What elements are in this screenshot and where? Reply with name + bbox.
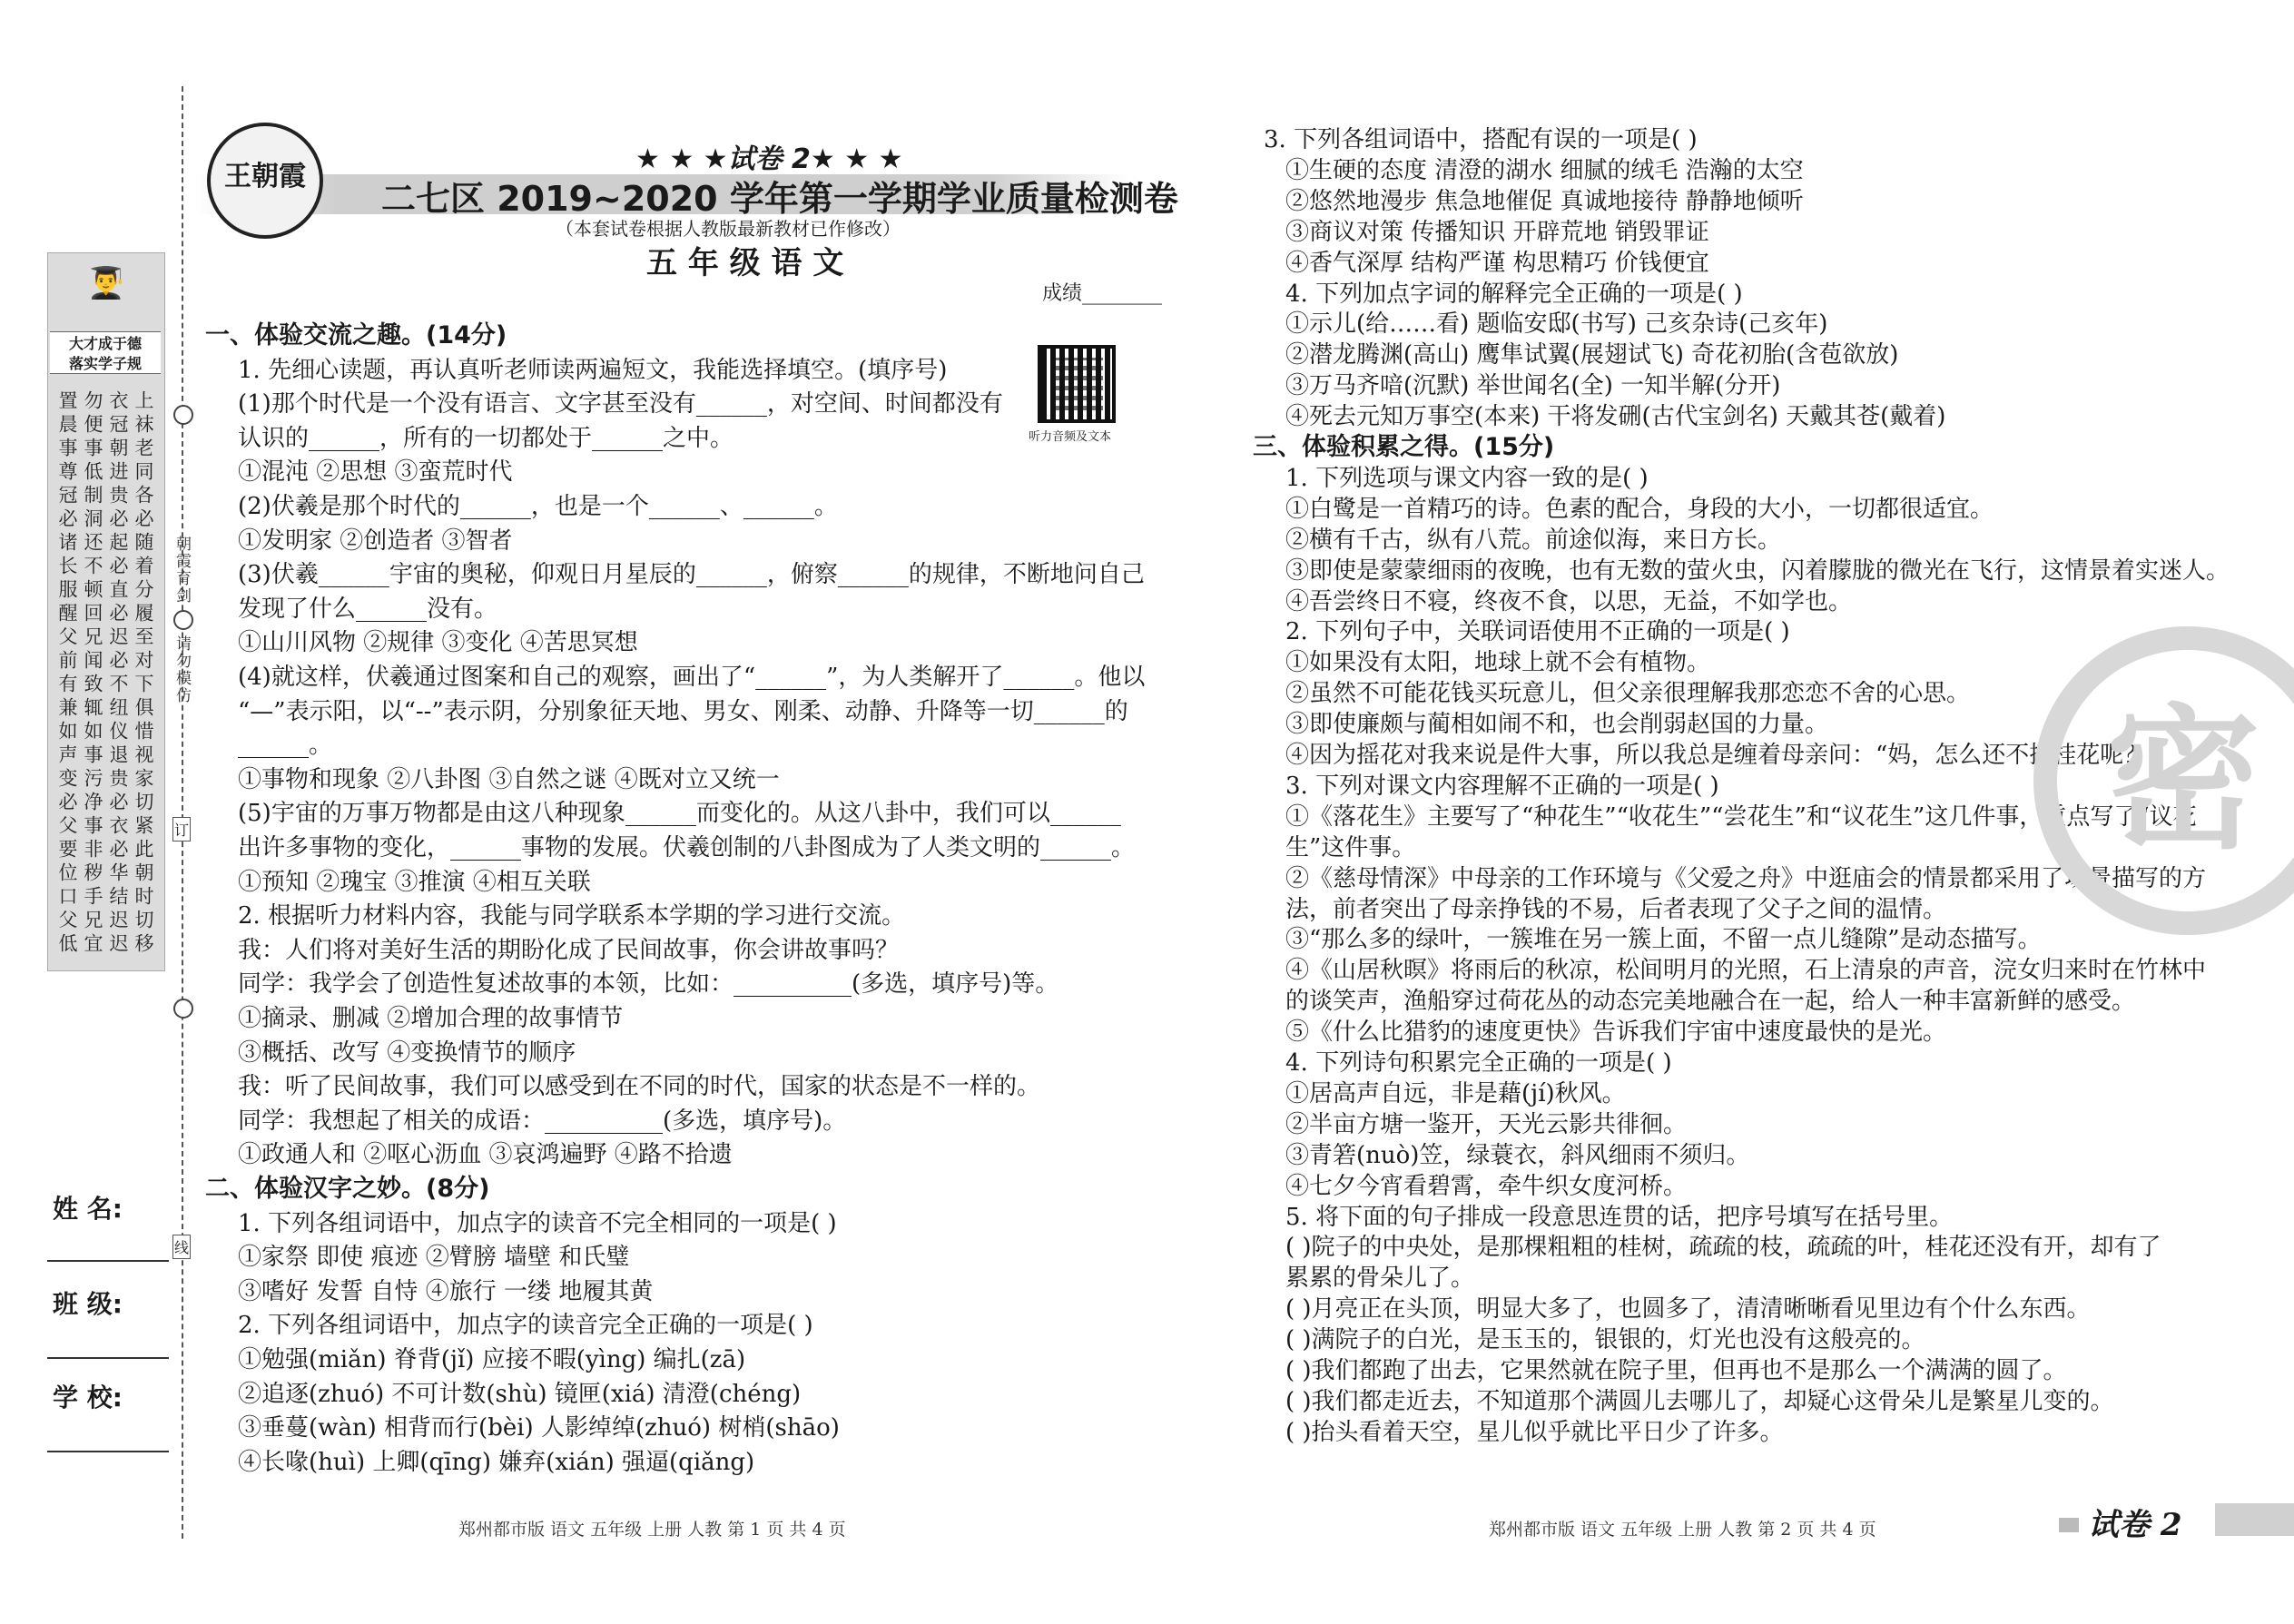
question-line: (3)伏羲______宇宙的奥秘，仰观日月星辰的______，俯察______的规律，不断地问自己	[238, 561, 1145, 589]
question-line: 2. 根据听力材料内容，我能与同学联系本学期的学习进行交流。	[238, 902, 906, 930]
motto-column: 衣冠朝进	[107, 390, 129, 485]
question-line: ①生硬的态度 清澄的湖水 细腻的绒毛 浩瀚的太空	[1285, 156, 1804, 184]
question-line: ①家祭 即使 痕迹 ②臂膀 墙壁 和氏璧	[238, 1244, 630, 1272]
motto-column: 贵必起必	[107, 485, 129, 579]
motto-column: 上袜老同	[133, 390, 154, 485]
question-line: (4)就这样，伏羲通过图案和自己的观察，画出了“______”，为人类解开了______。他以	[238, 664, 1146, 691]
binding-side-text: 请勿模仿	[172, 635, 191, 704]
question-line: ①混沌 ②思想 ③蛮荒时代	[238, 458, 513, 487]
section-heading: 二、体验汉字之妙。(8分)	[205, 1175, 490, 1203]
question-line: 4. 下列诗句积累完全正确的一项是( )	[1285, 1049, 1672, 1077]
question-line: ①预知 ②瑰宝 ③推演 ④相互关联	[238, 868, 591, 896]
question-line: 出许多事物的变化，______事物的发展。伏羲创制的八卦图成为了人类文明的______。	[238, 834, 1136, 861]
motto-column: 顿回兄闻	[82, 579, 103, 674]
class-label: 班 级:	[53, 1289, 123, 1319]
class-line[interactable]	[47, 1357, 169, 1359]
question-line: ③万马齐喑(沉默) 举世闻名(全) 一知半解(分开)	[1285, 372, 1781, 400]
motto-column: 有兼如声	[56, 674, 78, 768]
question-line: (5)宇宙的万事万物都是由这八种现象______而变化的。从这八卦中，我们可以______	[238, 800, 1121, 828]
motto-column: 家切紧此	[133, 768, 154, 862]
question-line: 同学：我想起了相关的成语：__________(多选，填序号)。	[238, 1107, 847, 1135]
question-line: (2)伏羲是那个时代的______，也是一个______、______。	[238, 493, 838, 520]
name-label: 姓 名:	[53, 1194, 123, 1224]
motto-text	[54, 390, 156, 962]
qr-code-icon[interactable]	[1038, 345, 1116, 423]
question-line: ④香气深厚 结构严谨 构思精巧 价钱便宜	[1285, 249, 1709, 277]
question-line: ②《慈母情深》中母亲的工作环境与《父爱之舟》中逛庙会的情景都采用了场景描写的方	[1285, 864, 2207, 892]
binding-mark: 线	[172, 1235, 191, 1259]
question-line: ③垂蔓(wàn) 相背而行(bèi) 人影绰绰(zhuó) 树梢(shāo)	[238, 1414, 840, 1442]
question-line: 3. 下列各组词语中，搭配有误的一项是( )	[1264, 126, 1698, 153]
question-line: 2. 下列句子中，关联词语使用不正确的一项是( )	[1285, 618, 1790, 646]
question-line: 生”这件事。	[1285, 833, 1416, 861]
question-line: ③青箬(nuò)笠，绿蓑衣，斜风细雨不须归。	[1285, 1141, 1750, 1169]
question-line: ④死去元知万事空(本来) 干将发硎(古代宝剑名) 天戴其苍(戴着)	[1285, 403, 1946, 431]
question-line: 1. 下列各组词语中，加点字的读音不完全相同的一项是( )	[238, 1209, 837, 1237]
motto-column: 服醒父前	[56, 579, 78, 674]
name-line[interactable]	[47, 1260, 169, 1262]
footer-page-1: 郑州都市版 语文 五年级 上册 人教 第 1 页 共 4 页	[458, 1520, 846, 1540]
paper-badge: 试卷 2	[2088, 1507, 2182, 1543]
paper-number: ★ ★ ★试卷 2★ ★ ★	[635, 143, 903, 175]
question-line: ______。	[238, 732, 333, 760]
question-line: ( )月亮正在头顶，明显大多了，也圆多了，清清晰晰看见里边有个什么东西。	[1285, 1295, 2091, 1324]
question-line: 的谈笑声，渔船穿过荷花丛的动态完美地融合在一起，给人一种丰富新鲜的感受。	[1285, 988, 2136, 1016]
binding-side-text: 朝霞育剑	[172, 536, 191, 605]
question-line: ①政通人和 ②呕心沥血 ③哀鸿遍野 ④路不拾遗	[238, 1141, 733, 1169]
school-line[interactable]	[47, 1451, 169, 1452]
question-line: ①居高声自远，非是藉(jí)秋风。	[1285, 1079, 1626, 1107]
motto-column: 朝时切移	[133, 862, 154, 957]
motto-column: 勿便事低	[82, 390, 103, 485]
section-heading: 一、体验交流之趣。(14分)	[205, 321, 507, 349]
binding-hole	[173, 405, 193, 425]
question-line: ①如果没有太阳，地球上就不会有植物。	[1285, 649, 1711, 677]
question-line: 5. 将下面的句子排成一段意思连贯的话，把序号填写在括号里。	[1285, 1203, 1954, 1231]
question-line: ⑤《什么比猎豹的速度更快》告诉我们宇宙中速度最快的是光。	[1285, 1019, 1947, 1047]
motto-column: 变必父要	[56, 768, 78, 862]
subject-title: 五 年 级 语 文	[646, 245, 844, 281]
question-line: ③商议对策 传播知识 开辟荒地 销毁罪证	[1285, 218, 1709, 246]
question-line: ①示儿(给……看) 题临安邸(书写) 己亥杂诗(己亥年)	[1285, 310, 1828, 339]
question-line: ④长喙(huì) 上卿(qīng) 嫌弃(xián) 强逼(qiǎng)	[238, 1448, 755, 1476]
badge-bar	[2215, 1503, 2294, 1536]
question-line: 发现了什么______没有。	[238, 595, 498, 623]
question-line: 累累的骨朵儿了。	[1285, 1265, 1475, 1293]
question-line: ③概括、改写 ④变换情节的顺序	[238, 1038, 576, 1067]
question-line: ②虽然不可能花钱买玩意儿，但父亲很理解我那恋恋不舍的心思。	[1285, 680, 1971, 708]
binding-mark: 订	[172, 817, 191, 842]
question-line: 1. 先细心读题，再认真听老师读两遍短文，我能选择填空。(填序号)	[238, 356, 948, 384]
motto-column: 置晨事尊	[56, 390, 78, 485]
question-line: ( )我们都跑了出去，它果然就在院子里，但再也不是那么一个满满的圆了。	[1285, 1357, 2067, 1384]
scholar-icon: 👨‍🎓	[86, 265, 126, 301]
motto-column: 冠必诸长	[56, 485, 78, 579]
question-line: ④七夕今宵看碧霄，牵牛织女度河桥。	[1285, 1172, 1688, 1200]
motto-column: 秽手兄宜	[82, 862, 103, 957]
motto-column: 各必随着	[133, 485, 154, 579]
brand-logo: 王朝霞	[207, 123, 323, 239]
binding-dashed-line	[182, 86, 183, 1539]
question-line: 3. 下列对课文内容理解不正确的一项是( )	[1285, 772, 1719, 800]
question-line: (1)那个时代是一个没有语言、文字甚至没有______，对空间、时间都没有	[238, 390, 1003, 418]
question-line: ①发明家 ②创造者 ③智者	[238, 527, 513, 555]
question-line: ( )满院子的白光，是玉玉的，银银的，灯光也没有这般亮的。	[1285, 1326, 1925, 1354]
motto-column: 直必迟必	[107, 579, 129, 674]
question-line: 同学：我学会了创造性复述故事的本领，比如：__________(多选，填序号)等。	[238, 970, 1059, 999]
page-title: 二七区 2019~2020 学年第一学期学业质量检测卷	[381, 179, 1178, 219]
motto-column: 分履至对	[133, 579, 154, 674]
motto-column: 下俱惜视	[133, 674, 154, 768]
section-heading: 三、体验积累之得。(15分)	[1253, 433, 1555, 461]
motto-column: 不纽仪退	[107, 674, 129, 768]
question-line: ②追逐(zhuó) 不可计数(shù) 镜匣(xiá) 清澄(chéng)	[238, 1380, 802, 1408]
question-line: ①事物和现象 ②八卦图 ③自然之谜 ④既对立又统一	[238, 765, 780, 793]
binding-hole	[173, 999, 193, 1019]
motto-title: 落实学子规	[50, 352, 161, 374]
question-line: ①白鹭是一首精巧的诗。色素的配合，身段的大小，一切都很适宜。	[1285, 495, 1994, 523]
question-line: ④吾尝终日不寝，终夜不食，以思，无益，不如学也。	[1285, 587, 1853, 615]
question-line: 我：听了民间故事，我们可以感受到在不同的时代，国家的状态是不一样的。	[238, 1073, 1041, 1101]
question-line: ②半亩方塘一鉴开，天光云影共徘徊。	[1285, 1110, 1688, 1138]
question-line: ③“那么多的绿叶，一簇堆在另一簇上面，不留一点儿缝隙”是动态描写。	[1285, 926, 2042, 954]
question-line: 法，前者突出了母亲挣钱的不易，后者表现了父子之间的温情。	[1285, 895, 1947, 923]
question-line: ②潜龙腾渊(高山) 鹰隼试翼(展翅试飞) 奇花初胎(含苞欲放)	[1285, 341, 1899, 369]
question-line: ①摘录、删减 ②增加合理的故事情节	[238, 1005, 624, 1032]
question-line: ②悠然地漫步 焦急地催促 真诚地接待 静静地倾听	[1285, 187, 1804, 215]
question-line: ④《山居秋暝》将雨后的秋凉，松间明月的光照，石上清泉的声音，浣女归来时在竹林中	[1285, 957, 2207, 985]
motto-column: 华结迟迟	[107, 862, 129, 957]
question-line: 2. 下列各组词语中，加点字的读音完全正确的一项是( )	[238, 1312, 813, 1340]
question-line: ①山川风物 ②规律 ③变化 ④苦思冥想	[238, 629, 638, 657]
school-label: 学 校:	[53, 1383, 123, 1412]
question-line: “—”表示阳，以“--”表示阴，分别象征天地、男女、刚柔、动静、升降等一切______的	[238, 697, 1128, 725]
question-line: ④因为摇花对我来说是件大事，所以我总是缠着母亲问：“妈，怎么还不摇桂花呢？”	[1285, 742, 2160, 769]
motto-column: 制洞还不	[82, 485, 103, 579]
score-field[interactable]: 成绩________	[1042, 282, 1163, 305]
badge-decoration	[2059, 1518, 2079, 1532]
title-note: （本套试卷根据人教版最新教材已作修改）	[556, 218, 901, 240]
confidential-seal-char: 密	[2106, 691, 2261, 871]
question-line: ( )抬头看着天空，星儿似乎就比平日少了许多。	[1285, 1418, 1784, 1446]
motto-title: 大才成于德	[50, 331, 161, 353]
question-line: ( )院子的中央处，是那棵粗粗的桂树，疏疏的枝，疏疏的叶，桂花还没有开，却有了	[1285, 1234, 2161, 1262]
question-line: 4. 下列加点字词的解释完全正确的一项是( )	[1285, 280, 1743, 308]
binding-hole	[173, 610, 193, 630]
question-line: 1. 下列选项与课文内容一致的是( )	[1285, 464, 1649, 492]
qr-caption: 听力音频及文本	[1029, 430, 1112, 444]
motto-column: 污净事非	[82, 768, 103, 862]
question-line: ③嗜好 发誓 自恃 ④旅行 一缕 地履其黄	[238, 1277, 654, 1305]
question-line: ②横有千古，纵有八荒。前途似海，来日方长。	[1285, 526, 1782, 554]
motto-column: 致辄如事	[82, 674, 103, 768]
motto-column: 贵必衣必	[107, 768, 129, 862]
question-line: ( )我们都走近去，不知道那个满圆儿去哪儿了，却疑心这骨朵儿是繁星儿变的。	[1285, 1387, 2114, 1415]
question-line: 认识的______，所有的一切都处于______之中。	[238, 424, 734, 452]
question-line: 我：人们将对美好生活的期盼化成了民间故事，你会讲故事吗？	[238, 936, 900, 964]
footer-page-2: 郑州都市版 语文 五年级 上册 人教 第 2 页 共 4 页	[1489, 1520, 1876, 1540]
question-line: ③即使廉颇与蔺相如闹不和，也会削弱赵国的力量。	[1285, 711, 1829, 739]
question-line: ①《落花生》主要写了“种花生”“收花生”“尝花生”和“议花生”这几件事，重点写了“议花	[1285, 802, 2197, 831]
motto-column: 位口父低	[56, 862, 78, 957]
question-line: ①勉强(miǎn) 脊背(jǐ) 应接不暇(yìng) 编扎(zā)	[238, 1346, 746, 1373]
question-line: ③即使是蒙蒙细雨的夜晚，也有无数的萤火虫，闪着朦胧的微光在飞行，这情景着实迷人。	[1285, 556, 2230, 585]
